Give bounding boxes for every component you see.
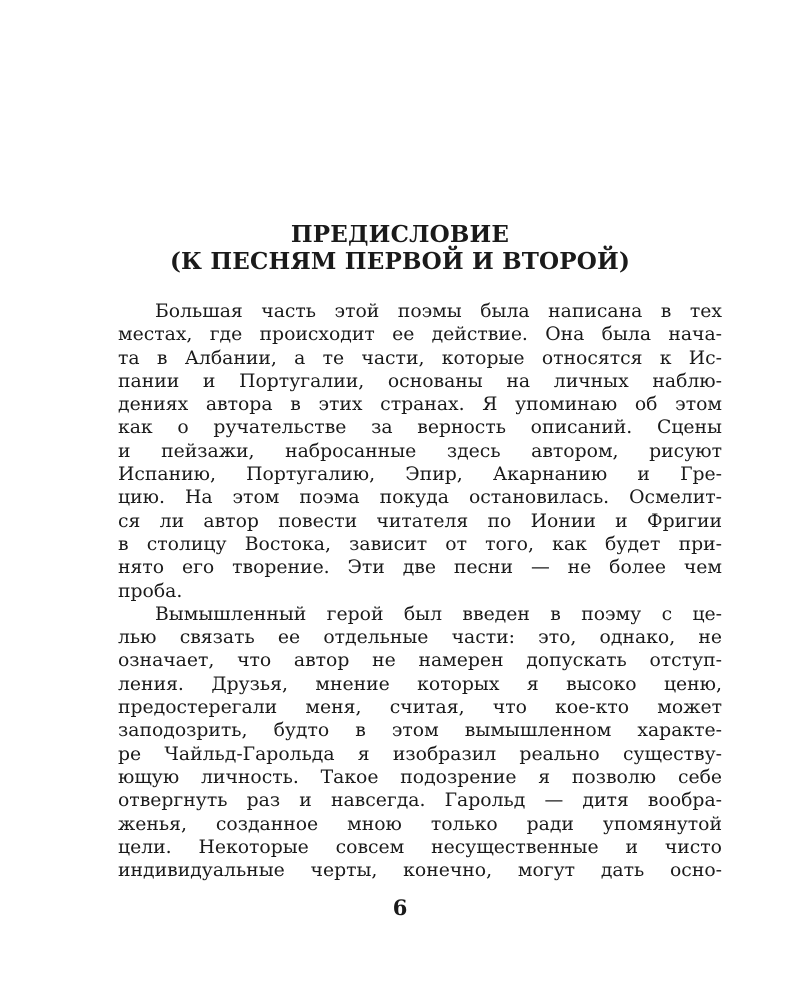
text-line: означает, что автор не намерен допускать отступ- <box>118 650 722 672</box>
text-line: цию. На этом поэма покуда остановилась. Осмелит- <box>118 487 722 509</box>
text-line: местах, где происходит ее действие. Она была нача- <box>118 324 722 346</box>
text-line: женья, созданное мною только ради упомянутой <box>118 813 722 835</box>
text-line: та в Албании, а те части, которые относятся к Ис- <box>118 347 722 369</box>
text-line: и пейзажи, набросанные здесь автором, рисуют <box>118 440 722 462</box>
text-line: Вымышленный герой был введен в поэму с це- <box>155 603 722 625</box>
text-line: Большая часть этой поэмы была написана в тех <box>155 301 722 322</box>
text-line: лью связать ее отдельные части: это, однако, не <box>118 627 722 649</box>
text-line: проба. <box>118 580 183 602</box>
body-text <box>118 300 722 882</box>
text-line: ющую личность. Такое подозрение я позволю себе <box>118 766 722 788</box>
text-line: заподозрить, будто в этом вымышленном характе- <box>118 720 722 742</box>
text-line: цели. Некоторые совсем несущественные и чисто <box>118 836 722 858</box>
text-line: пании и Португалии, основаны на личных наблю- <box>118 370 722 392</box>
text-line: ся ли автор повести читателя по Ионии и Фригии <box>118 510 722 532</box>
paragraph-1 <box>118 300 722 603</box>
page-title <box>0 221 800 275</box>
page-number: 6 <box>392 895 408 920</box>
text-line: ления. Друзья, мнение которых я высоко ценю, <box>118 673 722 695</box>
title-line-1: ПРЕДИСЛОВИЕ <box>290 221 510 248</box>
text-line: индивидуальные черты, конечно, могут дать осно- <box>118 860 722 882</box>
text-line: как о ручательстве за верность описаний. Сцены <box>118 417 722 439</box>
text-line: предостерегали меня, считая, что кое-кто может <box>118 697 722 719</box>
text-line: дениях автора в этих странах. Я упоминаю об этом <box>118 394 722 416</box>
text-line: в столицу Востока, зависит от того, как будет при- <box>118 533 722 555</box>
title-line-2: (К ПЕСНЯМ ПЕРВОЙ И ВТОРОЙ) <box>169 248 631 275</box>
text-line: нято его творение. Эти две песни — не более чем <box>118 557 722 579</box>
paragraph-2 <box>118 603 722 883</box>
text-line: отвергнуть раз и навсегда. Гарольд — дитя вообра- <box>118 790 722 812</box>
text-line: Испанию, Португалию, Эпир, Акарнанию и Гре- <box>118 464 722 486</box>
text-line: ре Чайльд-Гарольда я изобразил реально существу- <box>118 743 722 765</box>
